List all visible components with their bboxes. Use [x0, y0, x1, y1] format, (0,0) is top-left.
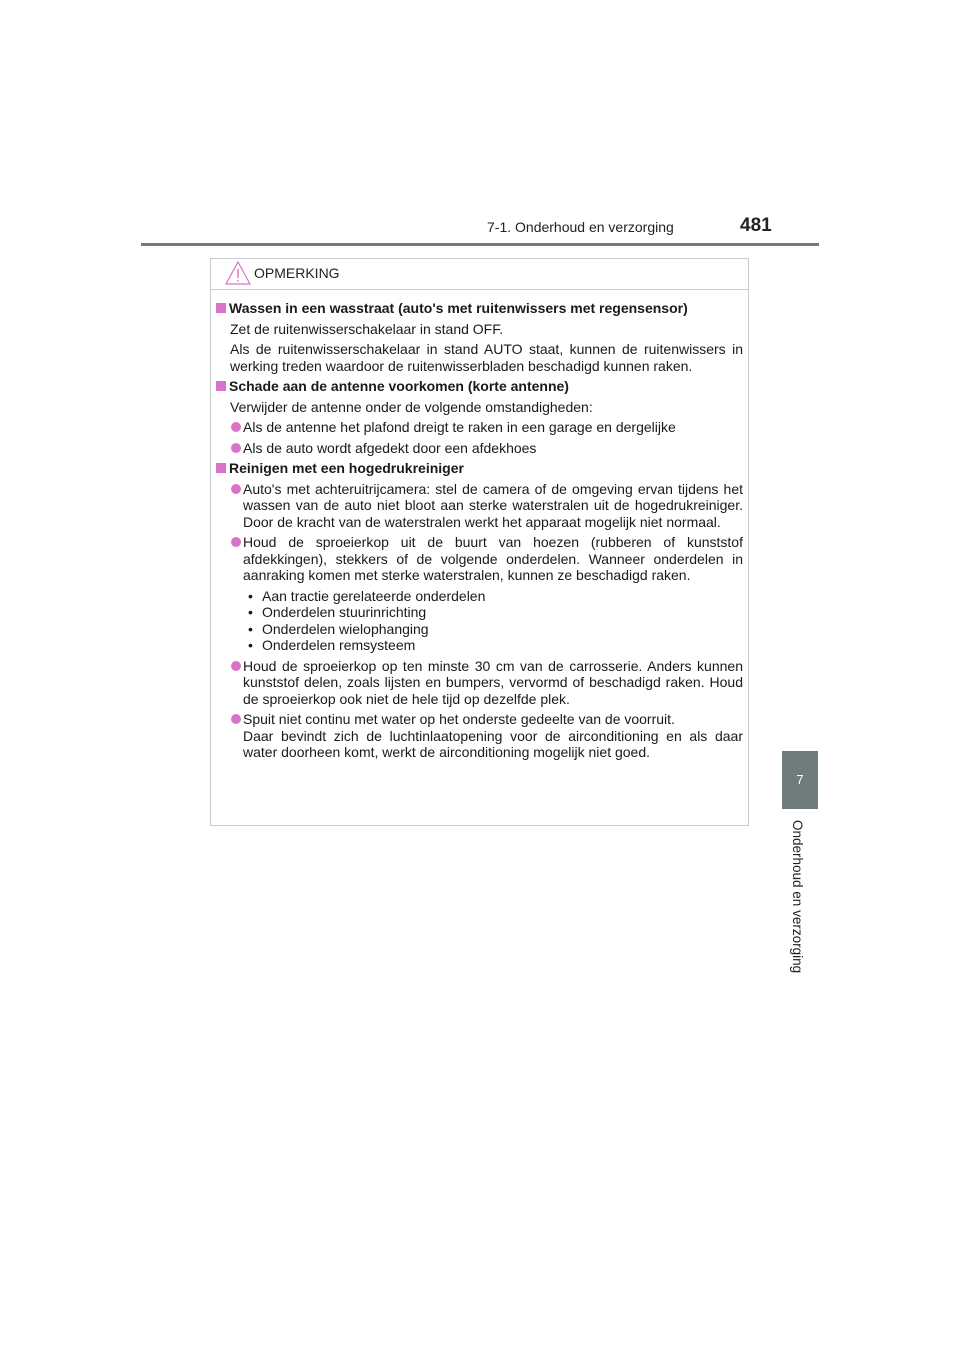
list-item: Spuit niet continu met water op het onderste gedeelte van de voorruit. Daar bevindt zich de luchtinlaatopening voor de airconditioning en als daar water doorheen komt, werkt de airconditioning mogelijk niet goed. — [215, 711, 743, 761]
round-bullet-icon — [231, 661, 241, 671]
list-item-continuation: Daar bevindt zich de luchtinlaatopening voor de airconditioning en als daar water doorheen komt, werkt de airconditioning mogelijk niet goed. — [243, 727, 743, 760]
chapter-title-vertical: Onderhoud en verzorging — [790, 820, 805, 974]
paragraph: Zet de ruitenwisserschakelaar in stand OFF. — [230, 320, 504, 337]
round-bullet-icon — [231, 422, 241, 432]
square-bullet-icon — [216, 303, 226, 313]
list-item: Houd de sproeierkop uit de buurt van hoezen (rubberen of kunststof afdekkingen), stekkers of de volgende onderdelen. Wanneer onderdelen in aanraking komen met sterke waterstralen, kunnen ze beschadigd raken. — [215, 534, 743, 584]
sub-list-item: • Onderdelen wielophanging — [248, 621, 743, 638]
notice-content — [215, 300, 743, 765]
list-item: Als de auto wordt afgedekt door een afdekhoes — [215, 440, 743, 457]
sub-list-item: • Onderdelen remsysteem — [248, 637, 743, 654]
paragraph: Als de ruitenwisserschakelaar in stand AUTO staat, kunnen de ruitenwissers in werking treden waardoor de ruitenwisserbladen beschadigd kunnen raken. — [230, 341, 743, 374]
page-number: 481 — [740, 215, 772, 236]
list-item: Houd de sproeierkop op ten minste 30 cm van de carrosserie. Anders kunnen kunststof delen, zoals lijsten en bumpers, vervormd of beschadigd raken. Houd de sproeierkop ook niet de hele tijd op dezelfde plek. — [215, 658, 743, 708]
list-item: Auto's met achteruitrijcamera: stel de camera of de omgeving ervan tijdens het wassen van de auto niet bloot aan sterke waterstralen uit de hogedrukreiniger. Door de kracht van de waterstralen werkt het apparaat mogelijk niet normaal. — [215, 481, 743, 531]
header-divider — [141, 243, 819, 246]
section-title: 7-1. Onderhoud en verzorging — [487, 219, 674, 235]
chapter-number: 7 — [796, 772, 804, 787]
paragraph: Verwijder de antenne onder de volgende omstandigheden: — [230, 398, 593, 415]
list-item: Als de antenne het plafond dreigt te raken in een garage en dergelijke — [215, 419, 743, 436]
notice-title: OPMERKING — [254, 265, 340, 281]
square-bullet-icon — [216, 381, 226, 391]
notice-box — [210, 258, 749, 826]
sub-list-item: • Aan tractie gerelateerde onderdelen — [248, 588, 743, 605]
chapter-tab — [782, 751, 818, 809]
section-heading: Wassen in een wasstraat (auto's met ruitenwissers met regensensor) — [215, 300, 743, 317]
square-bullet-icon — [216, 463, 226, 473]
round-bullet-icon — [231, 484, 241, 494]
sub-list-item: • Onderdelen stuurinrichting — [248, 604, 743, 621]
warning-triangle-icon — [225, 261, 251, 285]
round-bullet-icon — [231, 714, 241, 724]
sub-list — [248, 588, 743, 654]
round-bullet-icon — [231, 537, 241, 547]
section-heading: Reinigen met een hogedrukreiniger — [215, 460, 743, 477]
round-bullet-icon — [231, 443, 241, 453]
notice-header — [211, 259, 748, 290]
section-heading: Schade aan de antenne voorkomen (korte antenne) — [215, 378, 743, 395]
